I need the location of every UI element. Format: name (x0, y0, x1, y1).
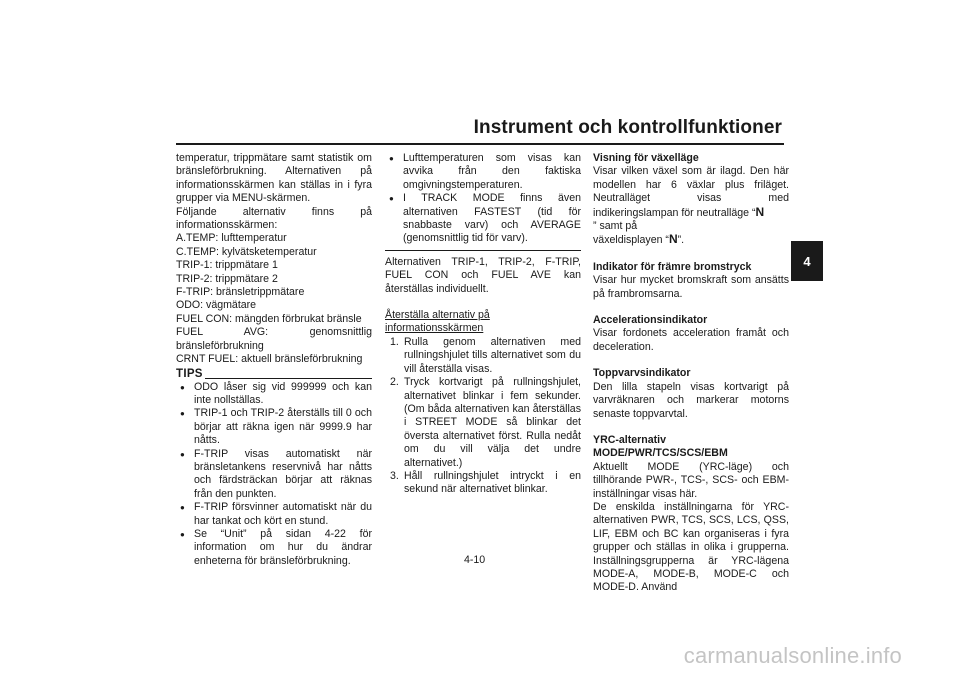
gear-paragraph: Visar vilken växel som är ilagd. Den här modellen har 6 växlar plus friläget. Neutralläget visas med indikeringslampan för neutralläge “N (593, 165, 789, 219)
paragraph-options-intro: Följande alternativ finns på informationsskärmen: (176, 205, 372, 232)
page-number: 4-10 (464, 554, 486, 566)
gear-paragraph-cont: ” samt på (593, 220, 638, 233)
option-line: TRIP-2: trippmätare 2 (176, 272, 278, 285)
option-line: FUEL AVG: genomsnittlig bränsleförbrukning (176, 326, 372, 352)
paragraph-reset: Alternativen TRIP-1, TRIP-2, F-TRIP, FUEL CON och FUEL AVE kan återställas individuellt. (385, 255, 581, 295)
chapter-tab: 4 (791, 241, 823, 281)
brake-heading: Indikator för främre bromstryck (593, 260, 752, 273)
option-line: TRIP-1: trippmätare 1 (176, 259, 278, 272)
yrc-paragraph-2: De enskilda inställningarna för YRC-alternativen PWR, TCS, SCS, LCS, QSS, LIF, EBM och BC kan organiseras i fyra grupper och ställas in olika i grupperna. Inställningsgrupperna är YRC-lägena MODE-A, MODE-B, MODE-C och MODE-D. Använd (593, 500, 789, 594)
column-2 (385, 152, 581, 497)
step-item: 3. Håll rullningshjulet intryckt i en sekund när alternativet blinkar. (390, 469, 581, 496)
gear-heading: Visning för växelläge (593, 152, 699, 164)
column-1 (176, 152, 372, 568)
bullet-icon: ● (180, 449, 185, 459)
bullet-icon: ● (389, 194, 394, 204)
header-rule (176, 143, 784, 145)
yrc-heading: YRC-alternativ (593, 433, 666, 446)
bullet-icon: ● (389, 154, 394, 163)
page-header-title: Instrument och kontrollfunktioner (473, 117, 782, 138)
option-line: A.TEMP: lufttemperatur (176, 232, 287, 245)
option-line: CRNT FUEL: aktuell bränsleförbrukning (176, 353, 363, 366)
yrc-subheading: MODE/PWR/TCS/SCS/EBM (593, 447, 728, 460)
gear-paragraph-end: växeldisplayen “N”. (593, 232, 685, 247)
paragraph-intro: temperatur, trippmätare samt statistik om bränsleförbrukning. Alternativen på informationsskärmen kan ställas in i fyra grupper via MENU-skärmen. (176, 152, 372, 205)
column-3 (593, 152, 789, 595)
yrc-paragraph-1: Aktuellt MODE (YRC-läge) och tillhörande PWR-, TCS-, SCS- och EBM-inställningar visas här. (593, 460, 789, 500)
step-item: 1. Rulla genom alternativen med rullningshjulet tills alternativet som du vill återställa visas. (390, 335, 581, 375)
bullet-icon: ● (180, 529, 185, 539)
neutral-symbol: N (668, 232, 678, 247)
bullet-icon: ● (180, 409, 185, 419)
reset-heading: Återställa alternativ på informationsskärmen (385, 309, 490, 335)
tips-item: ● Se “Unit” på sidan 4-22 för information om hur du ändrar enheterna för bränsleförbrukning. (180, 527, 372, 567)
neutral-symbol: N (755, 204, 765, 219)
tips-item: ● I TRACK MODE finns även alternativen FASTEST (tid för snabbaste varv) och AVERAGE (genomsnittlig tid för varv). (389, 192, 581, 245)
bullet-icon: ● (180, 382, 185, 392)
step-item: 2. Tryck kortvarigt på rullningshjulet, alternativet blinkar i fem sekunder. (Om båda alternativen kan återställas i STREET MODE så blinkar det översta alternativet först. Rulla nedåt om du vill välja det undre alternativet.) (390, 376, 581, 469)
accel-heading: Accelerationsindikator (593, 314, 708, 327)
tips-item: ● Lufttemperaturen som visas kan avvika från den faktiska omgivningstemperaturen. (389, 152, 581, 191)
tips-item: ● ODO låser sig vid 999999 och kan inte nollställas. (180, 380, 372, 406)
bullet-icon: ● (180, 503, 185, 513)
tips-item: ● TRIP-1 och TRIP-2 återställs till 0 och börjar att räkna igen när 9999.9 har nåtts. (180, 407, 372, 447)
accel-paragraph: Visar fordonets acceleration framåt och deceleration. (593, 327, 789, 353)
tips-end-rule (385, 250, 581, 251)
option-line: ODO: vägmätare (176, 299, 257, 312)
tips-item: ● F-TRIP försvinner automatiskt när du har tankat och kört en stund. (180, 501, 372, 527)
tips-heading (176, 368, 372, 381)
tips-item: ● F-TRIP visas automatiskt när bränsletankens reservnivå har nåtts och färdsträckan börjar att räknas från den punkten. (180, 447, 372, 500)
watermark: carmanualsonline.info (683, 643, 902, 668)
peak-paragraph: Den lilla stapeln visas kortvarigt på varvräknaren och markerar motorns senaste toppvarvtal. (593, 380, 789, 420)
option-line: C.TEMP: kylvätsketemperatur (176, 245, 317, 258)
tips-rule (205, 378, 372, 379)
brake-paragraph: Visar hur mycket bromskraft som ansätts på frambromsarna. (593, 274, 789, 300)
tips-label: TIPS (176, 367, 203, 380)
option-line: FUEL CON: mängden förbrukat bränsle (176, 312, 362, 325)
peak-heading: Toppvarvsindikator (593, 367, 691, 380)
option-line: F-TRIP: bränsletrippmätare (176, 286, 305, 299)
